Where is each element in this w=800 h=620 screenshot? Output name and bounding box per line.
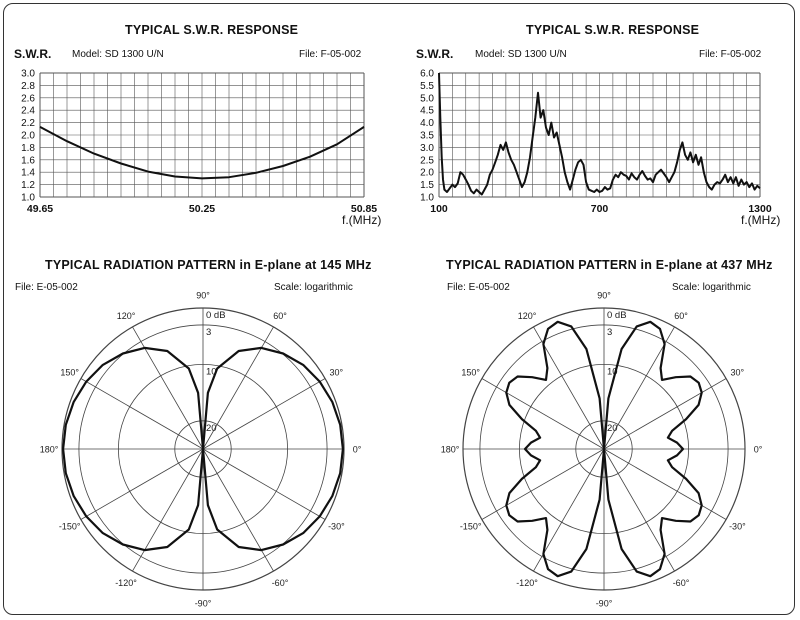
polar-spoke (482, 449, 604, 520)
x-axis-title: f.(MHz) (741, 213, 781, 227)
ring-label: 0 dB (607, 310, 627, 321)
angle-label: 30° (329, 367, 344, 378)
x-tick-label: 50.25 (188, 203, 216, 215)
angle-label: 180° (39, 444, 59, 455)
y-tick-label: 4.5 (420, 105, 434, 117)
y-tick-label: 2.5 (420, 155, 434, 167)
chart-title: TYPICAL RADIATION PATTERN in E-plane at 145 MHz (45, 258, 372, 272)
angle-label: 0° (352, 444, 362, 455)
angle-label: 150° (461, 367, 480, 378)
y-tick-label: 1.0 (21, 192, 35, 204)
ring-label: 20 (607, 422, 618, 434)
y-tick-label: 2.4 (21, 105, 35, 117)
polar-chart-panel-1 (7, 249, 397, 614)
y-tick-label: 3.5 (420, 130, 434, 142)
angle-label: -150° (58, 521, 81, 532)
polar-spoke (133, 327, 204, 449)
angle-label: -120° (115, 577, 137, 588)
polar-spoke (133, 449, 204, 571)
chart-title: TYPICAL RADIATION PATTERN in E-plane at 437 MHz (446, 258, 773, 272)
x-axis-title: f.(MHz) (342, 213, 382, 227)
angle-label: -30° (328, 521, 345, 532)
ring-label: 3 (206, 326, 212, 338)
angle-label: -60° (672, 577, 690, 588)
file-label: File: E-05-002 (447, 282, 510, 293)
y-tick-label: 1.5 (420, 180, 434, 192)
y-tick-label: 1.2 (21, 180, 35, 192)
chart-title: TYPICAL S.W.R. RESPONSE (125, 23, 299, 37)
y-tick-label: 1.4 (21, 167, 35, 179)
angle-label: -90° (194, 598, 212, 609)
chart-title: TYPICAL S.W.R. RESPONSE (526, 23, 700, 37)
x-tick-label: 49.65 (26, 203, 54, 215)
scale-label: Scale: logarithmic (274, 282, 353, 293)
angle-label: 60° (273, 311, 287, 322)
y-axis-title: S.W.R. (416, 47, 454, 61)
angle-label: 120° (116, 311, 136, 322)
y-tick-label: 2.8 (21, 80, 35, 92)
angle-label: -120° (516, 577, 538, 588)
y-tick-label: 5.5 (420, 80, 434, 92)
y-tick-label: 3.0 (420, 142, 434, 154)
x-tick-label: 700 (590, 203, 609, 215)
ring-label: 10 (607, 366, 618, 378)
polar-spoke (81, 449, 203, 520)
file-label: File: F-05-002 (299, 49, 362, 60)
polar-plot-2 (404, 249, 794, 614)
angle-label: -90° (595, 598, 613, 609)
polar-spoke (203, 379, 325, 450)
angle-label: 150° (60, 367, 79, 378)
y-tick-label: 3.0 (21, 68, 35, 80)
chart-frame (3, 3, 795, 615)
polar-spoke (81, 379, 203, 450)
ring-label: 0 dB (206, 310, 226, 321)
model-label: Model: SD 1300 U/N (475, 49, 567, 60)
y-tick-label: 1.0 (420, 192, 434, 204)
file-label: File: E-05-002 (15, 282, 78, 293)
y-tick-label: 5.0 (420, 93, 434, 105)
x-tick-label: 1300 (748, 203, 772, 215)
angle-label: -30° (729, 521, 746, 532)
angle-label: 180° (440, 444, 460, 455)
y-tick-label: 2.0 (21, 130, 35, 142)
y-tick-label: 1.6 (21, 155, 35, 167)
angle-label: 90° (597, 290, 611, 301)
angle-label: -60° (271, 577, 289, 588)
polar-spoke (604, 379, 726, 450)
polar-spoke (482, 379, 604, 450)
scale-label: Scale: logarithmic (672, 282, 751, 293)
ring-label: 10 (206, 366, 217, 378)
model-label: Model: SD 1300 U/N (72, 49, 164, 60)
angle-label: -150° (459, 521, 482, 532)
angle-label: 120° (517, 311, 537, 322)
x-tick-label: 50.85 (350, 203, 378, 215)
angle-label: 90° (196, 290, 210, 301)
polar-spoke (203, 449, 274, 571)
x-tick-label: 100 (430, 203, 448, 215)
y-tick-label: 2.0 (420, 167, 434, 179)
ring-label: 3 (607, 326, 613, 338)
polar-chart-panel-2 (404, 249, 794, 614)
polar-spoke (604, 449, 726, 520)
y-tick-label: 2.6 (21, 93, 35, 105)
y-tick-label: 6.0 (420, 68, 434, 80)
y-tick-label: 1.8 (21, 142, 35, 154)
y-axis-title: S.W.R. (14, 47, 52, 61)
y-tick-label: 2.2 (21, 118, 35, 130)
file-label: File: F-05-002 (699, 49, 762, 60)
polar-spoke (203, 449, 325, 520)
ring-label: 20 (206, 422, 217, 434)
angle-label: 60° (674, 311, 688, 322)
polar-plot-1 (7, 249, 397, 614)
y-tick-label: 4.0 (420, 118, 434, 130)
angle-label: 30° (730, 367, 745, 378)
angle-label: 0° (753, 444, 763, 455)
